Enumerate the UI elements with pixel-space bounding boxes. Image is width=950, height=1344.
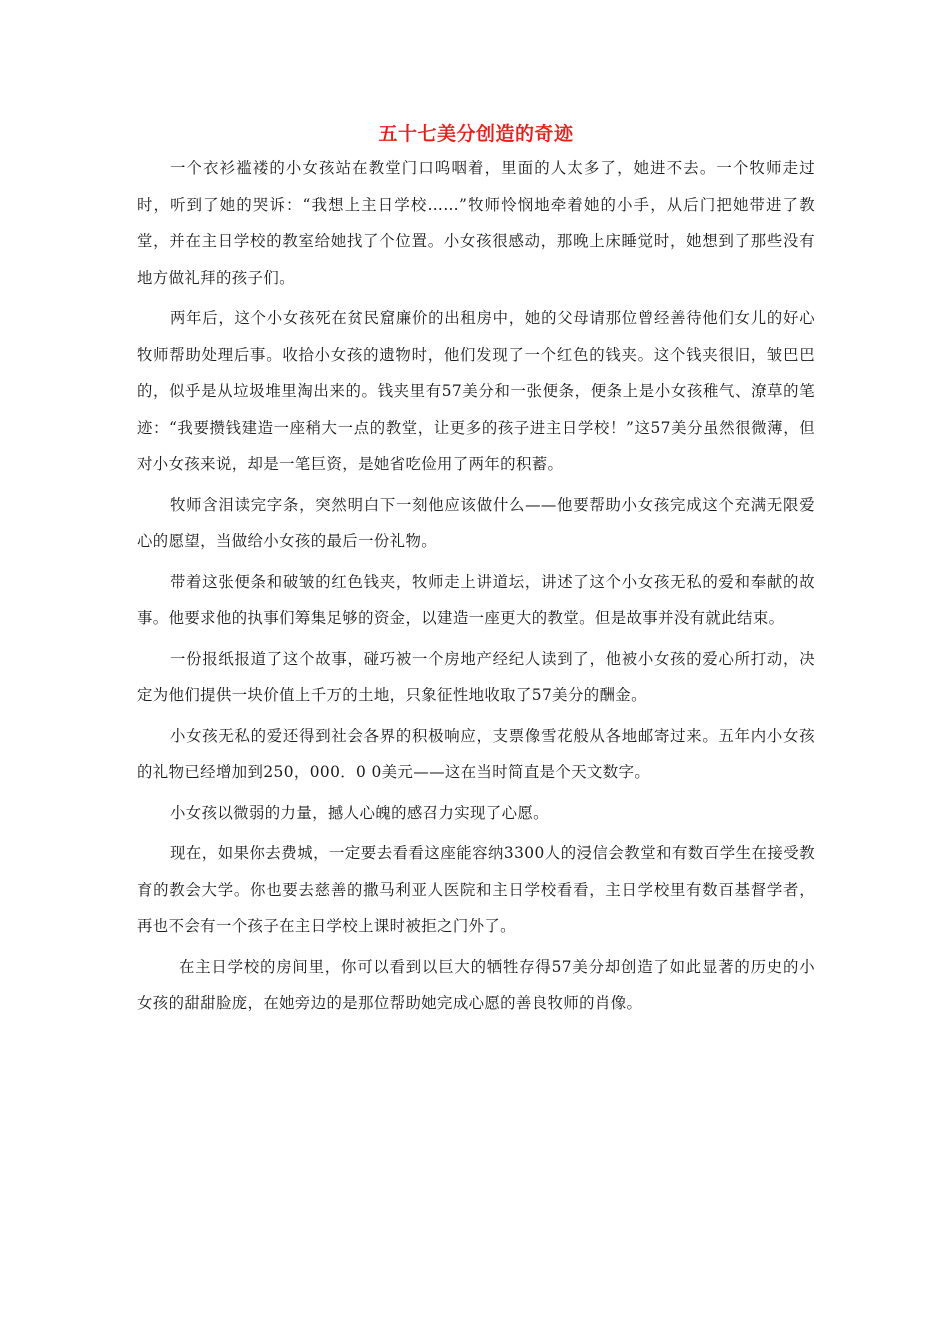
paragraph-2: 两年后，这个小女孩死在贫民窟廉价的出租房中，她的父母请那位曾经善待他们女儿的好心牧师帮助处理后事。收拾小女孩的遗物时，他们发现了一个红色的钱夹。这个钱夹很旧，皱巴巴的，似乎是从垃圾堆里淘出来的。钱夹里有57美分和一张便条，便条上是小女孩稚气、潦草的笔迹：“我要攒钱建造一座稍大一点的教堂，让更多的孩子进主日学校！”这57美分虽然很微薄，但对小女孩来说，却是一笔巨资，是她省吃俭用了两年的积蓄。 [137, 309, 815, 473]
paragraph-1: 一个衣衫褴褛的小女孩站在教堂门口呜咽着，里面的人太多了，她进不去。一个牧师走过时，听到了她的哭诉：“我想上主日学校……”牧师怜悯地牵着她的小手，从后门把她带进了教堂，并在主日学校的教室给她找了个位置。小女孩很感动，那晚上床睡觉时，她想到了那些没有地方做礼拜的孩子们。 [137, 159, 815, 287]
paragraph-4: 带着这张便条和破皱的红色钱夹，牧师走上讲道坛，讲述了这个小女孩无私的爱和奉献的故事。他要求他的执事们筹集足够的资金，以建造一座更大的教堂。但是故事并没有就此结束。 [137, 572, 815, 627]
paragraph-5: 一份报纸报道了这个故事，碰巧被一个房地产经纪人读到了，他被小女孩的爱心所打动，决定为他们提供一块价值上千万的土地，只象征性地收取了57美分的酬金。 [137, 649, 815, 704]
paragraph-8: 现在，如果你去费城，一定要去看看这座能容纳3300人的浸信会教堂和有数百学生在接受教育的教会大学。你也要去慈善的撒马利亚人医院和主日学校看看，主日学校里有数百基督学者，再也不会有一个孩子在主日学校上课时被拒之门外了。 [137, 844, 815, 935]
document-title: 五十七美分创造的奇迹 [378, 123, 574, 145]
paragraph-3: 牧师含泪读完字条，突然明白下一刻他应该做什么——他要帮助小女孩完成这个充满无限爱心的愿望，当做给小女孩的最后一份礼物。 [137, 495, 815, 550]
paragraph-7: 小女孩以微弱的力量，撼人心魄的感召力实现了心愿。 [170, 803, 549, 822]
document-body [137, 120, 815, 1026]
paragraph-6: 小女孩无私的爱还得到社会各界的积极响应，支票像雪花般从各地邮寄过来。五年内小女孩的礼物已经增加到250，000．0 0美元——这在当时简直是个天文数字。 [137, 726, 815, 781]
paragraph-9: 在主日学校的房间里，你可以看到以巨大的牺牲存得57美分却创造了如此显著的历史的小女孩的甜甜脸庞，在她旁边的是那位帮助她完成心愿的善良牧师的肖像。 [137, 957, 815, 1012]
